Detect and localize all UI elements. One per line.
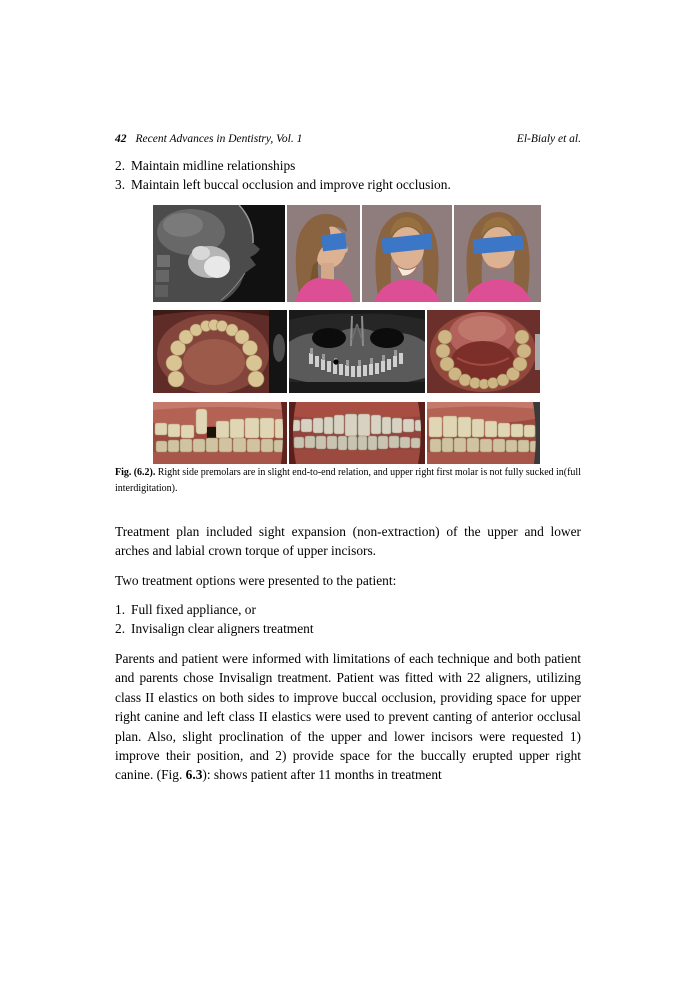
paragraph-invisalign-details — [115, 649, 581, 785]
figure-grid-row-1 — [153, 205, 542, 302]
profile-photo — [287, 205, 360, 302]
objective-number: 2. — [115, 158, 126, 173]
paragraph-text-before-figref: Parents and patient were informed with limitations of each technique and both patient and parents chose Invisalign treatment. Patient was fitted with 22 aligners, utilizing class II elastics on both sides to improve buccal occlusion, providing space for upper right canine and left class II elastics were used to prevent canting of anterior occlusal plan. Also, slight proclination of the upper and lower incisors were requested 1) improve their position, and 2) provide space for the buccally erupted upper right canine. (Fig. — [115, 651, 581, 783]
lateral-ceph-xray — [153, 205, 285, 302]
figure-caption — [115, 465, 581, 496]
panoramic-xray — [289, 310, 425, 393]
option-number: 2. — [115, 621, 126, 637]
option-item-2 — [115, 619, 581, 638]
frontal-smiling-photo — [362, 205, 452, 302]
right-lateral-intraoral-photo — [153, 402, 287, 464]
frontal-rest-photo — [454, 205, 541, 302]
objective-number: 3. — [115, 177, 126, 193]
option-text: Invisalign clear aligners treatment — [131, 621, 314, 637]
treatment-options-list — [115, 600, 581, 639]
objectives-list — [115, 156, 581, 195]
upper-occlusal-photo — [153, 310, 287, 393]
paragraph-text-after-figref: ): shows patient after 11 months in treatment — [202, 767, 442, 783]
figure-grid-row-2 — [153, 310, 542, 393]
running-head-left — [115, 133, 302, 145]
objective-text: Maintain left buccal occlusion and improve right occlusion. — [131, 177, 451, 193]
objective-text: Maintain midline relationships — [131, 158, 296, 173]
paragraph-treatment-plan: Treatment plan included sight expansion (non-extraction) of the upper and lower arches and labial crown torque of upper incisors. — [115, 524, 581, 559]
figure-6-2-image-grid — [153, 205, 542, 464]
objective-item-3 — [115, 175, 581, 194]
left-lateral-intraoral-photo — [427, 402, 540, 464]
figure-grid-row-3 — [153, 402, 542, 464]
page-number: 42 — [115, 133, 127, 145]
objective-item-2 — [115, 156, 581, 175]
lower-occlusal-photo — [427, 310, 540, 393]
figure-6-3-reference: 6.3 — [185, 767, 203, 783]
figure-caption-text: Right side premolars are in slight end-to-end relation, and upper right first molar is not fully sucked in(full interdigitation). — [115, 467, 581, 494]
running-head — [115, 133, 581, 145]
paragraph-treatment-options: Two treatment options were presented to the patient: — [115, 573, 397, 588]
frontal-intraoral-photo — [289, 402, 425, 464]
running-head-authors: El-Bialy et al. — [516, 133, 581, 145]
option-item-1 — [115, 600, 581, 619]
figure-caption-label: Fig. (6.2). — [115, 467, 156, 478]
book-title: Recent Advances in Dentistry, Vol. 1 — [135, 133, 303, 145]
option-text: Full fixed appliance, or — [131, 602, 256, 617]
option-number: 1. — [115, 602, 126, 617]
